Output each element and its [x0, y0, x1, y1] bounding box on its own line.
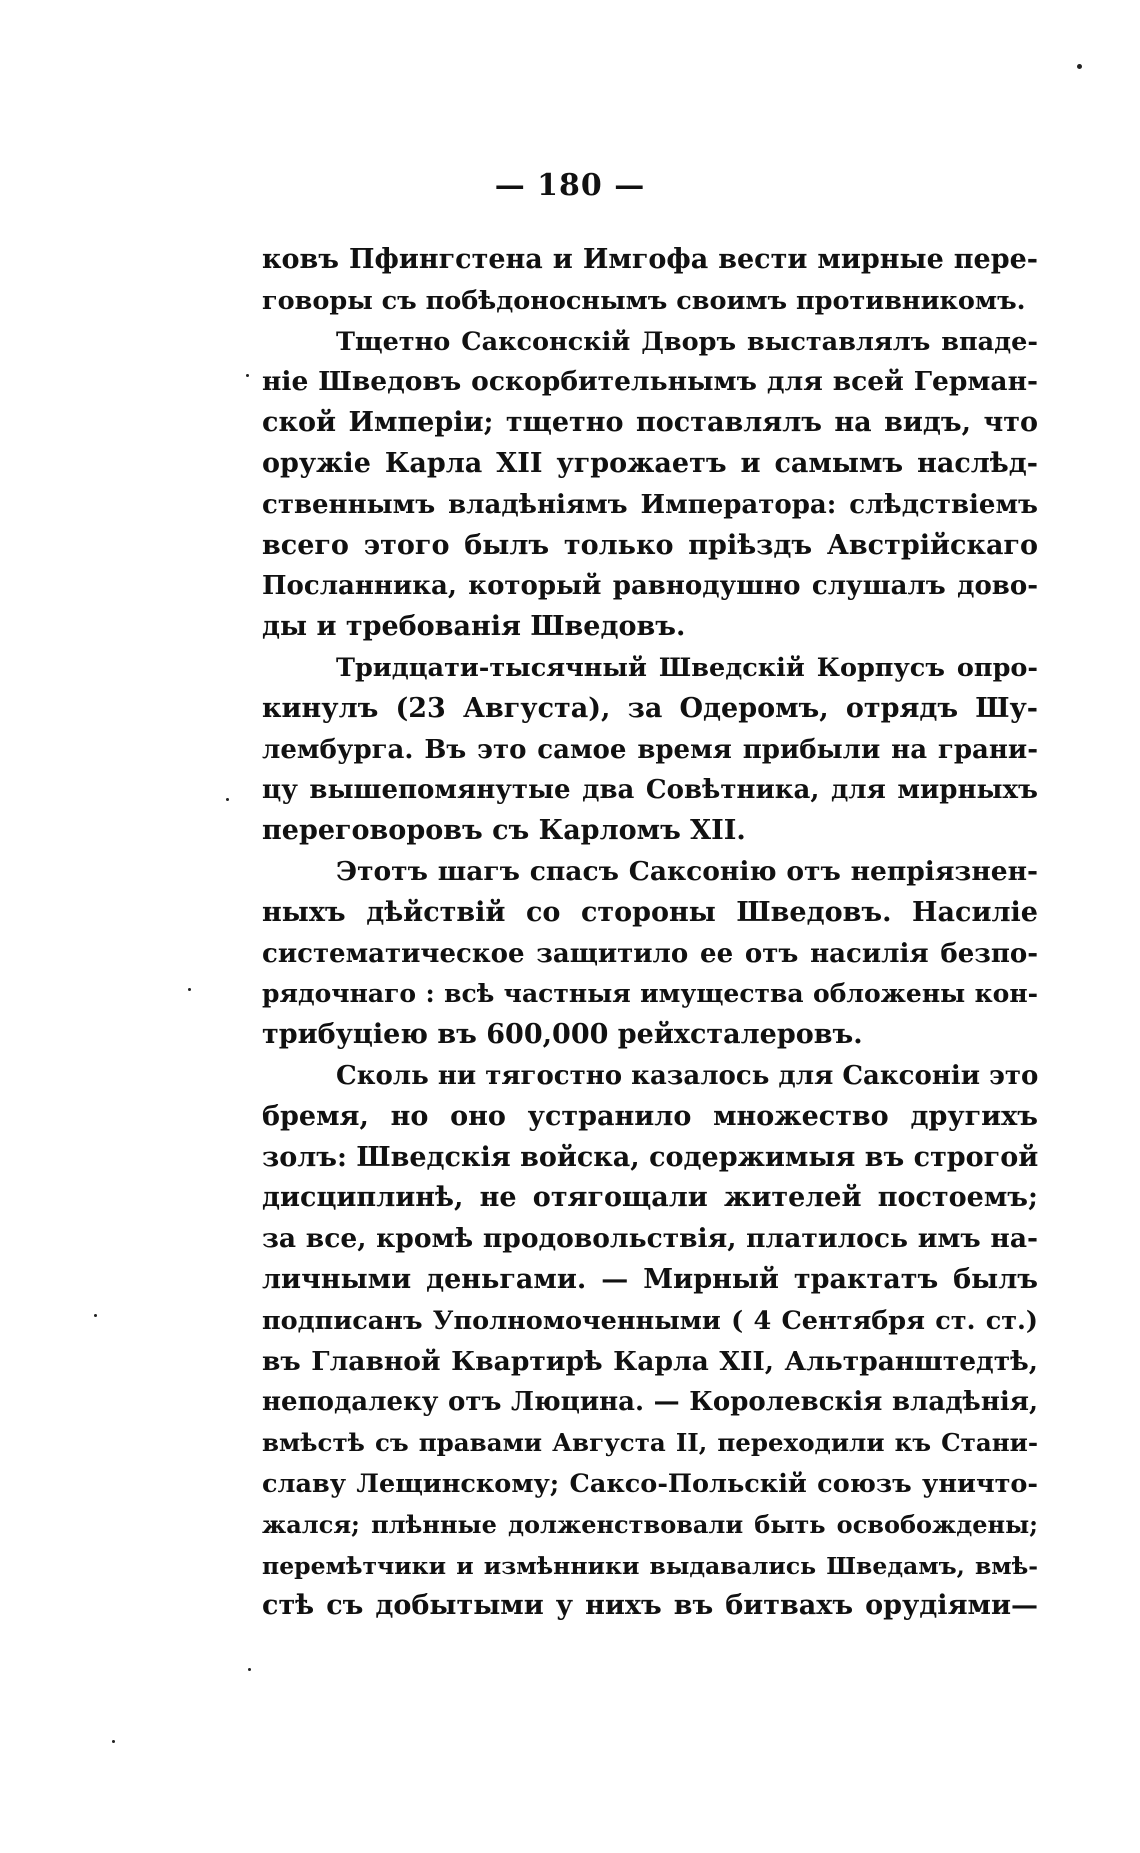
text-line: золъ: Шведскія войска, содержимыя въ строгой — [262, 1141, 1038, 1173]
text-line: Сколь ни тягостно казалось для Саксоніи это — [336, 1060, 1038, 1091]
print-speck — [188, 988, 191, 991]
text-line: ніе Шведовъ оскорбительнымъ для всей Герман- — [262, 366, 1038, 398]
text-line: подписанъ Уполномоченными ( 4 Сентября ст. ст.) — [262, 1305, 1038, 1336]
text-line: перемѣтчики и измѣнники выдавались Шведамъ, вмѣ- — [262, 1551, 1038, 1580]
body-text — [262, 240, 1038, 1627]
text-line: неподалеку отъ Люцина. — Королевскія владѣнія, — [262, 1387, 1038, 1418]
text-line: ныхъ дѣйствій со стороны Шведовъ. Насиліе — [262, 896, 1038, 928]
text-line: за все, кромѣ продовольствія, платилось имъ на- — [262, 1223, 1038, 1255]
text-line: оружіе Карла XII угрожаетъ и самымъ наслѣд- — [262, 447, 1038, 479]
text-line: Посланника, который равнодушно слушалъ дово- — [262, 571, 1038, 602]
text-line: Этотъ шагъ спасъ Саксонію отъ непріязнен- — [336, 855, 1038, 887]
print-speck — [94, 1314, 97, 1317]
text-line: стѣ съ добытыми у нихъ въ битвахъ орудіями— — [262, 1590, 1038, 1622]
text-line: бремя, но оно устранило множество другихъ — [262, 1100, 1038, 1132]
text-line: личными деньгами. — Мирный трактатъ былъ — [262, 1263, 1038, 1295]
text-line: ственнымъ владѣніямъ Императора: слѣдствіемъ — [262, 489, 1038, 520]
text-line: жался; плѣнные долженствовали быть освобождены; — [262, 1509, 1038, 1539]
text-line: дисциплинѣ, не отягощали жителей постоемъ; — [262, 1182, 1038, 1214]
text-line: переговоровъ съ Карломъ XII. — [262, 815, 746, 847]
print-speck — [248, 1668, 251, 1671]
text-line: ковъ Пфингстена и Имгофа вести мирные пере- — [262, 244, 1038, 275]
text-line: славу Лещинскому; Саксо-Польскій союзъ уничто- — [262, 1468, 1038, 1499]
text-line: систематическое защитило ее отъ насилія безпо- — [262, 938, 1038, 969]
text-line: Тридцати-тысячный Шведскій Корпусъ опро- — [336, 652, 1038, 683]
print-speck — [112, 1740, 115, 1743]
print-speck — [226, 798, 229, 801]
print-speck — [1077, 64, 1082, 69]
text-line: всего этого былъ только пріѣздъ Австрійскаго — [262, 529, 1038, 561]
text-line: трибуціею въ 600,000 рейхсталеровъ. — [262, 1019, 863, 1051]
text-line: вмѣстѣ съ правами Августа II, переходили къ Стани- — [262, 1428, 1038, 1458]
text-line: ской Имперіи; тщетно поставлялъ на видъ, что — [262, 407, 1038, 439]
text-line: говоры съ побѣдоноснымъ своимъ противникомъ. — [262, 285, 1026, 316]
text-line: кинулъ (23 Августа), за Одеромъ, отрядъ Шу- — [262, 692, 1038, 724]
text-line: лембурга. Въ это самое время прибыли на грани- — [262, 734, 1038, 765]
text-line: ды и требованія Шведовъ. — [262, 611, 686, 643]
text-line: Тщетно Саксонскій Дворъ выставлялъ впаде- — [336, 326, 1038, 357]
text-line: цу вышепомянутые два Совѣтника, для мирныхъ — [262, 775, 1038, 806]
text-line: рядочнаго : всѣ частныя имущества обложены кон- — [262, 979, 1038, 1009]
page-number: — 180 — — [494, 168, 646, 203]
print-speck — [246, 374, 249, 377]
text-line: въ Главной Квартирѣ Карла XII, Альтранштедтѣ, — [262, 1345, 1038, 1377]
